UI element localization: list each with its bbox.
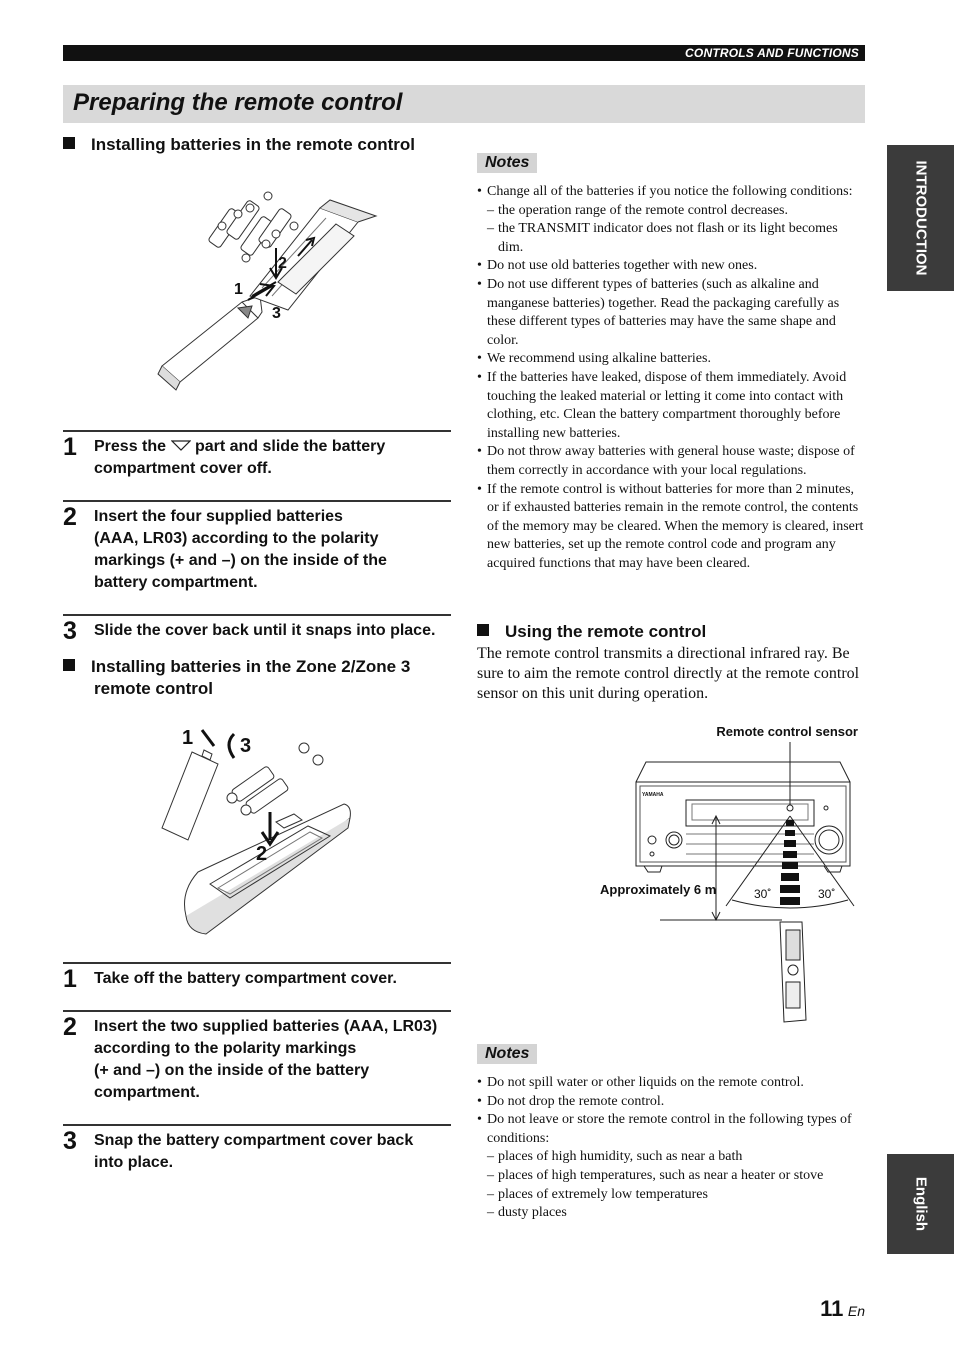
note-subitem: – places of high temperatures, such as near a heater or stove: [487, 1167, 865, 1186]
battery-install-zone-figure: [158, 722, 358, 940]
section-heading-install-main: [63, 134, 453, 156]
page-title-bar: [63, 85, 865, 123]
brand-logo: YAMAHA: [642, 792, 664, 798]
step-number: 3: [63, 1127, 77, 1155]
step-divider: [63, 614, 451, 616]
step-text: Press the part and slide the battery compartment cover off.: [94, 438, 386, 477]
side-tab-introduction[interactable]: [887, 145, 954, 291]
note-item: • Change all of the batteries if you notice the following conditions: – the operation range of the remote control decreases. – the TRANSMIT indicator does not flash or its light becomes dim.: [477, 183, 865, 257]
angle-left-label: 30˚: [754, 887, 772, 901]
heading-square-icon: [63, 659, 75, 671]
fig-label-2: 2: [256, 843, 268, 865]
note-subitem: – the TRANSMIT indicator does not flash or its light becomes dim.: [487, 220, 865, 257]
notes-list: [477, 1074, 865, 1223]
step-number: 1: [63, 433, 77, 461]
side-tab-label: English: [912, 1176, 929, 1232]
remote-range-diagram: [596, 720, 866, 1026]
step-divider: [63, 1124, 451, 1126]
step-text: Take off the battery compartment cover.: [94, 970, 397, 987]
note-item: • We recommend using alkaline batteries.: [477, 350, 865, 369]
sensor-label: Remote control sensor: [716, 724, 858, 739]
angle-right-label: 30˚: [818, 887, 836, 901]
step-text: Slide the cover back until it snaps into place.: [94, 622, 436, 639]
step-text: Snap the battery compartment cover back into place.: [94, 1132, 414, 1171]
note-item: • Do not drop the remote control.: [477, 1093, 865, 1112]
step-divider: [63, 430, 451, 432]
side-tab-english[interactable]: [887, 1154, 954, 1254]
note-item: • Do not leave or store the remote control in the following types of conditions: – places of high humidity, such as near a bath – places of high temperatures, such as near a heater or stove – places of extremely low temperatures – dusty places: [477, 1111, 865, 1223]
press-triangle-icon: [171, 439, 191, 451]
step-number: 2: [63, 1013, 77, 1041]
note-item: • Do not throw away batteries with general house waste; dispose of them correctly in accordance with your local regulations.: [477, 443, 865, 480]
using-body-text: The remote control transmits a directional infrared ray. Be sure to aim the remote control directly at the remote control sensor on this unit during operation.: [477, 645, 860, 702]
step-text: Insert the four supplied batteries (AAA, LR03) according to the polarity markings (+ and –) on the inside of the battery compartment.: [94, 508, 387, 591]
notes-label: Notes: [477, 1044, 537, 1064]
note-subitem: – places of high humidity, such as near a bath: [487, 1148, 865, 1167]
step-divider: [63, 962, 451, 964]
page-title: Preparing the remote control: [73, 89, 403, 116]
section-heading-using: Using the remote control: [477, 621, 867, 643]
note-item: • If the remote control is without batteries for more than 2 minutes, or if exhausted batteries remain in the remote control, the contents of the memory may be cleared. When the memory is cleared, insert new batteries, set up the remote control code and program any acquired functions that may have been cleared.: [477, 481, 865, 574]
note-subitem: – places of extremely low temperatures: [487, 1186, 865, 1205]
notes-label: Notes: [477, 153, 537, 173]
step-number: 1: [63, 965, 77, 993]
heading-square-icon: [63, 137, 75, 149]
note-item: • Do not spill water or other liquids on the remote control.: [477, 1074, 865, 1093]
section-heading-install-zone: Installing batteries in the Zone 2/Zone 3 remote control: [63, 656, 458, 700]
step-divider: [63, 1010, 451, 1012]
side-tab-label: INTRODUCTION: [912, 160, 929, 276]
note-item: • If the batteries have leaked, dispose of them immediately. Avoid touching the leaked material or letting it come into contact with clothing, etc. Clean the battery compartment thoroughly before installing new batteries.: [477, 369, 865, 443]
page-number: [820, 1296, 865, 1322]
fig-label-3: 3: [240, 735, 252, 757]
step-number: 2: [63, 503, 77, 531]
notes-list: [477, 183, 865, 573]
fig-label-2: 2: [278, 255, 287, 272]
step-text: Insert the two supplied batteries (AAA, LR03) according to the polarity markings (+ and –) on the inside of the battery compartment.: [94, 1018, 438, 1101]
fig-label-3: 3: [272, 305, 281, 322]
note-subitem: – dusty places: [487, 1204, 865, 1223]
fig-label-1: 1: [234, 281, 243, 298]
note-subitem: – the operation range of the remote control decreases.: [487, 202, 865, 221]
header-section-label: CONTROLS AND FUNCTIONS: [685, 46, 859, 60]
step-number: 3: [63, 617, 77, 645]
fig-label-1: 1: [182, 727, 194, 749]
heading-square-icon: [477, 624, 489, 636]
battery-install-main-figure: [150, 178, 390, 400]
heading-text: Installing batteries in the remote control: [91, 135, 415, 154]
note-item: • Do not use different types of batteries (such as alkaline and manganese batteries) together. Read the packaging carefully as these different types of batteries may have the same shape and color.: [477, 276, 865, 350]
page-language-suffix: En: [847, 1303, 865, 1319]
step-divider: [63, 500, 451, 502]
header-bar: [63, 45, 865, 61]
distance-label: Approximately 6 m: [600, 882, 717, 897]
note-item: • Do not use old batteries together with new ones.: [477, 257, 865, 276]
page-number-value: 11: [820, 1296, 844, 1321]
